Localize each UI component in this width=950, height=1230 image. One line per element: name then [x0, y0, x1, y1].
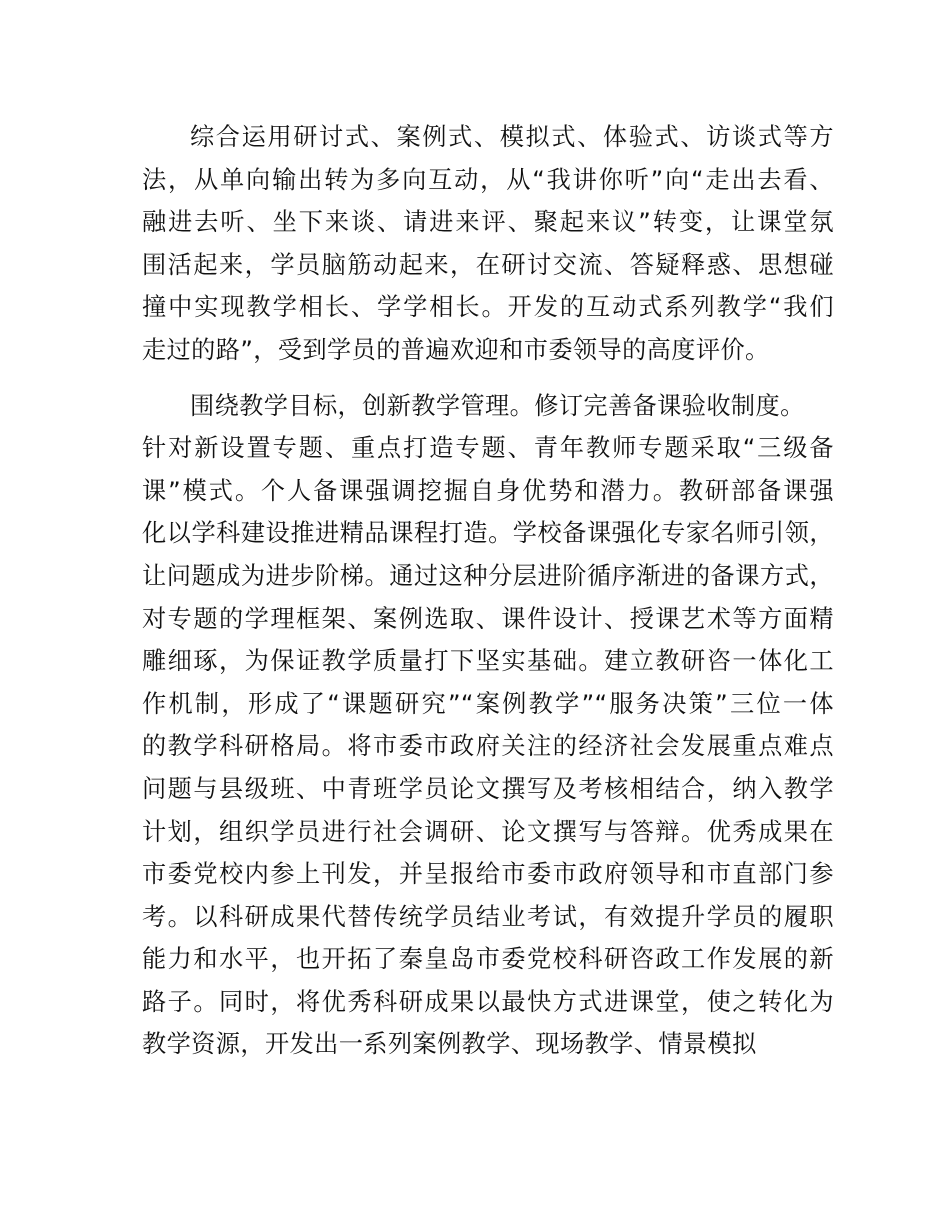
- text-line: 能力和水平，也开拓了秦皇岛市委党校科研咨政工作发展的新: [142, 945, 834, 974]
- text-line: 法，从单向输出转为多向互动，从“我讲你听”向“走出去看、: [142, 165, 834, 194]
- text-line: 作机制，形成了“课题研究”“案例教学”“服务决策”三位一体: [142, 689, 834, 718]
- text-line: 雕细琢，为保证教学质量打下坚实基础。建立教研咨一体化工: [142, 647, 834, 676]
- text-line: 对专题的学理框架、案例选取、课件设计、授课艺术等方面精: [142, 604, 834, 633]
- text-line: 让问题成为进步阶梯。通过这种分层进阶循序渐进的备课方式，: [142, 561, 834, 590]
- paragraph-teaching-management: [142, 385, 834, 1067]
- text-line: 考。以科研成果代替传统学员结业考试，有效提升学员的履职: [142, 902, 834, 931]
- text-line: 路子。同时，将优秀科研成果以最快方式进课堂，使之转化为: [142, 987, 834, 1016]
- text-line: 的教学科研格局。将市委市政府关注的经济社会发展重点难点: [142, 732, 834, 761]
- text-line: 计划，组织学员进行社会调研、论文撰写与答辩。优秀成果在: [142, 817, 834, 846]
- text-line: 问题与县级班、中青班学员论文撰写及考核相结合，纳入教学: [142, 774, 834, 803]
- text-line: 围活起来，学员脑筋动起来，在研讨交流、答疑释惑、思想碰: [142, 250, 834, 279]
- text-line: 走过的路”，受到学员的普遍欢迎和市委领导的高度评价。: [142, 335, 770, 364]
- text-line: 课”模式。个人备课强调挖掘自身优势和潜力。教研部备课强: [142, 476, 834, 505]
- text-line: 综合运用研讨式、案例式、模拟式、体验式、访谈式等方: [190, 123, 834, 151]
- text-line: 撞中实现教学相长、学学相长。开发的互动式系列教学“我们: [142, 293, 834, 322]
- text-line: 围绕教学目标，创新教学管理。修订完善备课验收制度。: [190, 391, 805, 420]
- document-page: [142, 116, 834, 1066]
- text-line: 融进去听、坐下来谈、请进来评、聚起来议”转变，让课堂氛: [142, 208, 834, 237]
- text-line: 化以学科建设推进精品课程打造。学校备课强化专家名师引领，: [142, 519, 834, 548]
- paragraph-interactive-teaching: [142, 116, 834, 372]
- text-line: 市委党校内参上刊发，并呈报给市委市政府领导和市直部门参: [142, 860, 834, 889]
- text-line: 教学资源，开发出一系列案例教学、现场教学、情景模拟: [142, 1030, 757, 1059]
- text-line: 针对新设置专题、重点打造专题、青年教师专题采取“三级备: [142, 434, 834, 463]
